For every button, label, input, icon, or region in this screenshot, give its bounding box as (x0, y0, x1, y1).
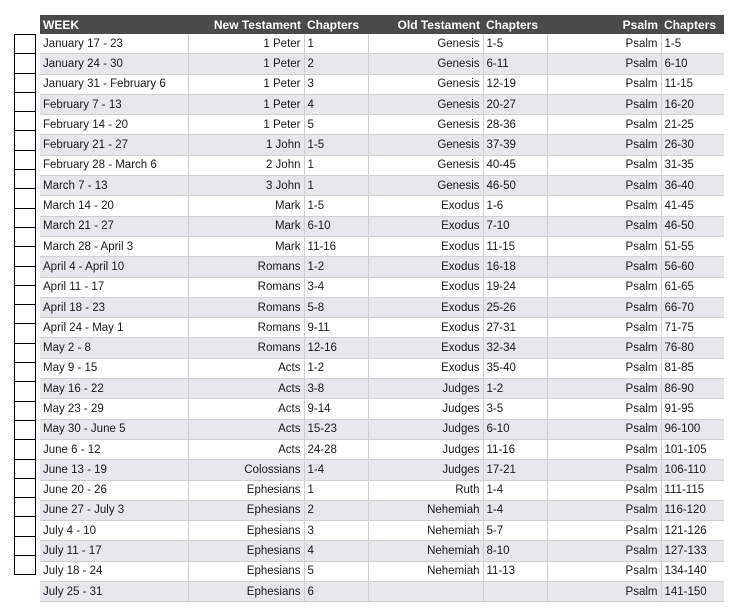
header-psalm: Psalm (547, 15, 661, 34)
cell-ot-book: Judges (368, 399, 483, 419)
table-row (40, 74, 724, 94)
cell-nt-book: Ephesians (188, 561, 304, 581)
cell-psalm-book: Psalm (547, 74, 661, 94)
cell-psalm-book: Psalm (547, 582, 661, 602)
cell-ot-book: Genesis (368, 115, 483, 135)
table-row (40, 399, 724, 419)
week-checkbox[interactable] (14, 439, 36, 458)
cell-ot-book: Genesis (368, 74, 483, 94)
cell-psalm-chapters: 86-90 (661, 379, 724, 399)
cell-psalm-chapters: 141-150 (661, 582, 724, 602)
cell-psalm-chapters: 111-115 (661, 480, 724, 500)
cell-psalm-book: Psalm (547, 54, 661, 74)
cell-psalm-book: Psalm (547, 34, 661, 54)
cell-ot-book: Exodus (368, 338, 483, 358)
cell-ot-chapters: 37-39 (483, 135, 547, 155)
header-new-testament: New Testament (188, 15, 304, 34)
cell-nt-chapters: 1 (304, 155, 368, 175)
cell-ot-chapters: 6-10 (483, 419, 547, 439)
cell-ot-book: Exodus (368, 236, 483, 256)
week-checkbox[interactable] (14, 208, 36, 227)
cell-ot-book: Exodus (368, 358, 483, 378)
cell-psalm-chapters: 26-30 (661, 135, 724, 155)
week-checkbox[interactable] (14, 92, 36, 111)
checkbox-column (14, 34, 36, 575)
cell-psalm-chapters: 11-15 (661, 74, 724, 94)
cell-ot-chapters: 40-45 (483, 155, 547, 175)
week-checkbox[interactable] (14, 536, 36, 555)
cell-nt-chapters: 3 (304, 521, 368, 541)
cell-week: March 7 - 13 (40, 176, 188, 196)
table-row (40, 561, 724, 581)
cell-nt-book: 1 Peter (188, 54, 304, 74)
cell-week: May 30 - June 5 (40, 419, 188, 439)
cell-psalm-book: Psalm (547, 236, 661, 256)
cell-psalm-book: Psalm (547, 115, 661, 135)
cell-week: July 18 - 24 (40, 561, 188, 581)
cell-ot-book: Judges (368, 419, 483, 439)
cell-nt-chapters: 1-5 (304, 196, 368, 216)
table-row (40, 257, 724, 277)
cell-week: January 17 - 23 (40, 34, 188, 54)
cell-nt-chapters: 3 (304, 74, 368, 94)
cell-psalm-chapters: 61-65 (661, 277, 724, 297)
cell-psalm-chapters: 76-80 (661, 338, 724, 358)
cell-ot-book: Exodus (368, 277, 483, 297)
cell-nt-book: Romans (188, 297, 304, 317)
cell-week: March 28 - April 3 (40, 236, 188, 256)
cell-ot-chapters: 27-31 (483, 318, 547, 338)
cell-nt-chapters: 2 (304, 54, 368, 74)
table-row (40, 480, 724, 500)
table-row (40, 379, 724, 399)
week-checkbox[interactable] (14, 73, 36, 92)
cell-ot-book: Nehemiah (368, 500, 483, 520)
cell-nt-chapters: 15-23 (304, 419, 368, 439)
cell-ot-book: Genesis (368, 54, 483, 74)
cell-nt-book: Acts (188, 379, 304, 399)
cell-week: July 25 - 31 (40, 582, 188, 602)
cell-ot-chapters: 1-4 (483, 500, 547, 520)
cell-ot-chapters: 35-40 (483, 358, 547, 378)
week-checkbox[interactable] (14, 266, 36, 285)
cell-nt-book: Acts (188, 358, 304, 378)
cell-nt-chapters: 5 (304, 115, 368, 135)
cell-ot-chapters: 1-2 (483, 379, 547, 399)
week-checkbox[interactable] (14, 246, 36, 265)
cell-nt-chapters: 4 (304, 541, 368, 561)
cell-ot-book: Genesis (368, 34, 483, 54)
week-checkbox[interactable] (14, 285, 36, 304)
cell-psalm-chapters: 134-140 (661, 561, 724, 581)
cell-ot-book (368, 582, 483, 602)
cell-psalm-chapters: 31-35 (661, 155, 724, 175)
cell-ot-book: Exodus (368, 297, 483, 317)
cell-week: February 7 - 13 (40, 94, 188, 114)
cell-nt-book: Romans (188, 257, 304, 277)
cell-ot-chapters: 16-18 (483, 257, 547, 277)
table-row (40, 419, 724, 439)
cell-ot-book: Genesis (368, 155, 483, 175)
cell-psalm-chapters: 16-20 (661, 94, 724, 114)
cell-nt-chapters: 11-16 (304, 236, 368, 256)
cell-nt-book: Ephesians (188, 480, 304, 500)
cell-nt-chapters: 4 (304, 94, 368, 114)
week-checkbox[interactable] (14, 459, 36, 478)
cell-psalm-book: Psalm (547, 399, 661, 419)
cell-psalm-book: Psalm (547, 318, 661, 338)
cell-week: February 28 - March 6 (40, 155, 188, 175)
week-checkbox[interactable] (14, 53, 36, 72)
cell-ot-book: Genesis (368, 176, 483, 196)
cell-nt-book: Mark (188, 196, 304, 216)
cell-ot-chapters: 1-5 (483, 34, 547, 54)
cell-ot-book: Genesis (368, 135, 483, 155)
week-checkbox[interactable] (14, 227, 36, 246)
cell-psalm-book: Psalm (547, 196, 661, 216)
week-checkbox[interactable] (14, 323, 36, 342)
cell-psalm-chapters: 36-40 (661, 176, 724, 196)
cell-psalm-chapters: 106-110 (661, 460, 724, 480)
cell-nt-chapters: 3-4 (304, 277, 368, 297)
week-checkbox[interactable] (14, 478, 36, 497)
cell-psalm-chapters: 51-55 (661, 236, 724, 256)
table-row (40, 277, 724, 297)
week-checkbox[interactable] (14, 497, 36, 516)
cell-nt-book: Romans (188, 318, 304, 338)
cell-psalm-book: Psalm (547, 561, 661, 581)
table-row (40, 34, 724, 54)
header-psalm-chapters: Chapters (661, 15, 724, 34)
cell-psalm-book: Psalm (547, 521, 661, 541)
week-checkbox[interactable] (14, 304, 36, 323)
cell-psalm-chapters: 46-50 (661, 216, 724, 236)
cell-nt-chapters: 6 (304, 582, 368, 602)
cell-week: June 27 - July 3 (40, 500, 188, 520)
cell-psalm-chapters: 41-45 (661, 196, 724, 216)
cell-ot-book: Nehemiah (368, 541, 483, 561)
week-checkbox[interactable] (14, 169, 36, 188)
cell-nt-book: Mark (188, 236, 304, 256)
cell-nt-chapters: 9-11 (304, 318, 368, 338)
table-row (40, 338, 724, 358)
week-checkbox[interactable] (14, 34, 36, 53)
cell-ot-book: Judges (368, 379, 483, 399)
cell-psalm-chapters: 121-126 (661, 521, 724, 541)
cell-ot-chapters: 7-10 (483, 216, 547, 236)
table-row (40, 582, 724, 602)
cell-nt-chapters: 12-16 (304, 338, 368, 358)
table-row (40, 297, 724, 317)
cell-week: June 6 - 12 (40, 439, 188, 459)
cell-nt-book: 1 Peter (188, 115, 304, 135)
cell-ot-chapters: 1-4 (483, 480, 547, 500)
cell-nt-book: 2 John (188, 155, 304, 175)
table-row (40, 521, 724, 541)
week-checkbox[interactable] (14, 188, 36, 207)
cell-psalm-chapters: 127-133 (661, 541, 724, 561)
cell-nt-book: Ephesians (188, 521, 304, 541)
cell-ot-book: Exodus (368, 257, 483, 277)
cell-week: April 24 - May 1 (40, 318, 188, 338)
cell-ot-chapters: 20-27 (483, 94, 547, 114)
cell-nt-book: Ephesians (188, 500, 304, 520)
table-row (40, 155, 724, 175)
cell-week: May 23 - 29 (40, 399, 188, 419)
cell-ot-book: Ruth (368, 480, 483, 500)
table-row (40, 115, 724, 135)
cell-ot-book: Exodus (368, 318, 483, 338)
cell-psalm-book: Psalm (547, 135, 661, 155)
cell-week: February 21 - 27 (40, 135, 188, 155)
cell-ot-chapters: 1-6 (483, 196, 547, 216)
cell-nt-book: 1 Peter (188, 34, 304, 54)
week-checkbox[interactable] (14, 150, 36, 169)
cell-nt-chapters: 5 (304, 561, 368, 581)
week-checkbox[interactable] (14, 555, 36, 575)
cell-nt-chapters: 1-2 (304, 358, 368, 378)
cell-psalm-chapters: 6-10 (661, 54, 724, 74)
cell-nt-chapters: 1 (304, 480, 368, 500)
cell-psalm-book: Psalm (547, 257, 661, 277)
cell-nt-book: Acts (188, 399, 304, 419)
week-checkbox[interactable] (14, 343, 36, 362)
cell-ot-chapters: 19-24 (483, 277, 547, 297)
cell-psalm-chapters: 116-120 (661, 500, 724, 520)
cell-psalm-book: Psalm (547, 94, 661, 114)
cell-ot-chapters: 25-26 (483, 297, 547, 317)
cell-ot-book: Exodus (368, 216, 483, 236)
cell-week: January 24 - 30 (40, 54, 188, 74)
cell-psalm-book: Psalm (547, 460, 661, 480)
header-old-testament: Old Testament (368, 15, 483, 34)
cell-nt-chapters: 9-14 (304, 399, 368, 419)
header-week: WEEK (40, 15, 188, 34)
cell-week: March 21 - 27 (40, 216, 188, 236)
cell-ot-book: Nehemiah (368, 561, 483, 581)
cell-ot-chapters: 11-15 (483, 236, 547, 256)
table-row (40, 236, 724, 256)
week-checkbox[interactable] (14, 420, 36, 439)
cell-week: March 14 - 20 (40, 196, 188, 216)
cell-nt-chapters: 2 (304, 500, 368, 520)
cell-nt-book: Acts (188, 439, 304, 459)
cell-ot-book: Exodus (368, 196, 483, 216)
cell-week: January 31 - February 6 (40, 74, 188, 94)
cell-week: July 11 - 17 (40, 541, 188, 561)
cell-nt-book: Ephesians (188, 582, 304, 602)
table-row (40, 439, 724, 459)
cell-week: April 4 - April 10 (40, 257, 188, 277)
cell-ot-chapters: 11-16 (483, 439, 547, 459)
cell-nt-chapters: 24-28 (304, 439, 368, 459)
cell-nt-book: 1 Peter (188, 94, 304, 114)
cell-nt-book: Ephesians (188, 541, 304, 561)
table-row (40, 358, 724, 378)
week-checkbox[interactable] (14, 362, 36, 381)
table-row (40, 135, 724, 155)
cell-ot-chapters: 3-5 (483, 399, 547, 419)
cell-nt-book: Romans (188, 277, 304, 297)
cell-psalm-chapters: 81-85 (661, 358, 724, 378)
cell-psalm-chapters: 66-70 (661, 297, 724, 317)
cell-nt-book: Mark (188, 216, 304, 236)
cell-nt-book: 1 Peter (188, 74, 304, 94)
cell-ot-chapters: 32-34 (483, 338, 547, 358)
cell-ot-chapters: 12-19 (483, 74, 547, 94)
cell-nt-chapters: 1 (304, 176, 368, 196)
cell-nt-book: Romans (188, 338, 304, 358)
table-row (40, 176, 724, 196)
cell-week: May 9 - 15 (40, 358, 188, 378)
cell-ot-chapters: 5-7 (483, 521, 547, 541)
cell-week: February 14 - 20 (40, 115, 188, 135)
cell-psalm-chapters: 96-100 (661, 419, 724, 439)
cell-week: May 2 - 8 (40, 338, 188, 358)
cell-psalm-book: Psalm (547, 358, 661, 378)
cell-nt-chapters: 1-5 (304, 135, 368, 155)
cell-nt-book: Acts (188, 419, 304, 439)
cell-nt-book: Colossians (188, 460, 304, 480)
cell-week: July 4 - 10 (40, 521, 188, 541)
cell-ot-book: Judges (368, 439, 483, 459)
week-checkbox[interactable] (14, 516, 36, 535)
header-ot-chapters: Chapters (483, 15, 547, 34)
cell-nt-chapters: 3-8 (304, 379, 368, 399)
cell-psalm-book: Psalm (547, 176, 661, 196)
cell-psalm-chapters: 56-60 (661, 257, 724, 277)
cell-week: May 16 - 22 (40, 379, 188, 399)
cell-ot-book: Nehemiah (368, 521, 483, 541)
cell-psalm-book: Psalm (547, 216, 661, 236)
cell-psalm-chapters: 71-75 (661, 318, 724, 338)
cell-week: June 13 - 19 (40, 460, 188, 480)
cell-psalm-book: Psalm (547, 439, 661, 459)
cell-psalm-book: Psalm (547, 155, 661, 175)
cell-psalm-book: Psalm (547, 338, 661, 358)
cell-psalm-book: Psalm (547, 419, 661, 439)
table-row (40, 216, 724, 236)
reading-plan-table (40, 15, 724, 602)
table-row (40, 460, 724, 480)
cell-nt-chapters: 1-4 (304, 460, 368, 480)
table-row (40, 196, 724, 216)
cell-psalm-book: Psalm (547, 297, 661, 317)
table-row (40, 94, 724, 114)
cell-ot-chapters: 6-11 (483, 54, 547, 74)
cell-ot-chapters: 8-10 (483, 541, 547, 561)
cell-psalm-chapters: 21-25 (661, 115, 724, 135)
cell-psalm-chapters: 91-95 (661, 399, 724, 419)
cell-ot-chapters: 28-36 (483, 115, 547, 135)
cell-ot-chapters (483, 582, 547, 602)
cell-psalm-book: Psalm (547, 480, 661, 500)
cell-psalm-chapters: 1-5 (661, 34, 724, 54)
cell-psalm-book: Psalm (547, 277, 661, 297)
cell-nt-chapters: 1 (304, 34, 368, 54)
week-checkbox[interactable] (14, 401, 36, 420)
week-checkbox[interactable] (14, 111, 36, 130)
cell-ot-book: Genesis (368, 94, 483, 114)
cell-week: April 18 - 23 (40, 297, 188, 317)
cell-ot-chapters: 17-21 (483, 460, 547, 480)
cell-ot-book: Judges (368, 460, 483, 480)
header-nt-chapters: Chapters (304, 15, 368, 34)
cell-nt-chapters: 6-10 (304, 216, 368, 236)
cell-psalm-book: Psalm (547, 541, 661, 561)
cell-nt-book: 1 John (188, 135, 304, 155)
cell-nt-book: 3 John (188, 176, 304, 196)
cell-ot-chapters: 11-13 (483, 561, 547, 581)
week-checkbox[interactable] (14, 381, 36, 400)
header-row (40, 15, 724, 34)
table-row (40, 541, 724, 561)
cell-week: June 20 - 26 (40, 480, 188, 500)
cell-psalm-book: Psalm (547, 379, 661, 399)
cell-week: April 11 - 17 (40, 277, 188, 297)
cell-psalm-chapters: 101-105 (661, 439, 724, 459)
cell-nt-chapters: 5-8 (304, 297, 368, 317)
table-row (40, 54, 724, 74)
table-row (40, 500, 724, 520)
cell-ot-chapters: 46-50 (483, 176, 547, 196)
table-row (40, 318, 724, 338)
cell-nt-chapters: 1-2 (304, 257, 368, 277)
week-checkbox[interactable] (14, 130, 36, 149)
cell-psalm-book: Psalm (547, 500, 661, 520)
